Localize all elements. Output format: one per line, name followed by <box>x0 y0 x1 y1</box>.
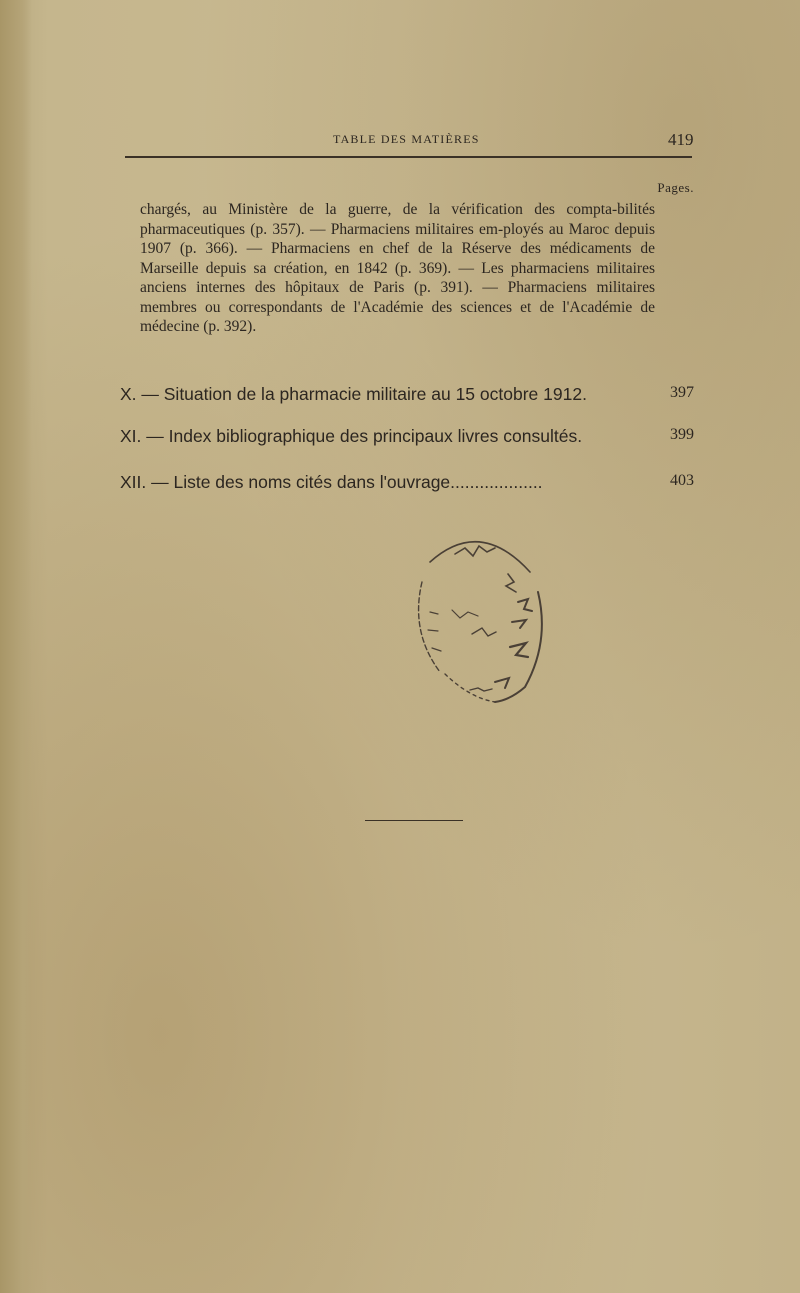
running-title: TABLE DES MATIÈRES <box>333 132 480 146</box>
toc-entry-label: X. — Situation de la pharmacie militaire au 15 octobre 1912. <box>120 384 587 404</box>
toc-entry <box>120 384 694 408</box>
toc-entry <box>120 472 694 496</box>
page-number: 419 <box>668 130 694 149</box>
toc-entry-page: 403 <box>670 472 694 489</box>
toc-entry-page: 397 <box>670 384 694 401</box>
toc-entry-label: XII. — Liste des noms cités dans l'ouvrage................... <box>120 472 543 492</box>
toc-entry-label: XI. — Index bibliographique des principaux livres consultés. <box>120 426 583 446</box>
header-rule <box>125 156 692 158</box>
pages-column-label: Pages. <box>657 180 694 195</box>
end-rule <box>365 820 463 821</box>
toc-entry-page: 399 <box>670 426 694 443</box>
page-spine-shadow <box>0 0 32 1293</box>
continued-entry-text: chargés, au Ministère de la guerre, de la vérification des compta-bilités pharmaceutiques (p. 357). — Pharmaciens militaires em-ployés au Maroc depuis 1907 (p. 366). — Pharmaciens en chef de la Réserve des médicaments de Marseille depuis sa création, en 1842 (p. 369). — Les pharmaciens militaires anciens internes des hôpitaux de Paris (p. 391). — Pharmaciens militaires membres ou correspondants de l'Académie des sciences et de l'Académie de médecine (p. 392). <box>140 201 655 335</box>
running-head <box>0 130 800 150</box>
library-stamp-icon <box>400 522 560 712</box>
toc-entry <box>120 426 694 450</box>
